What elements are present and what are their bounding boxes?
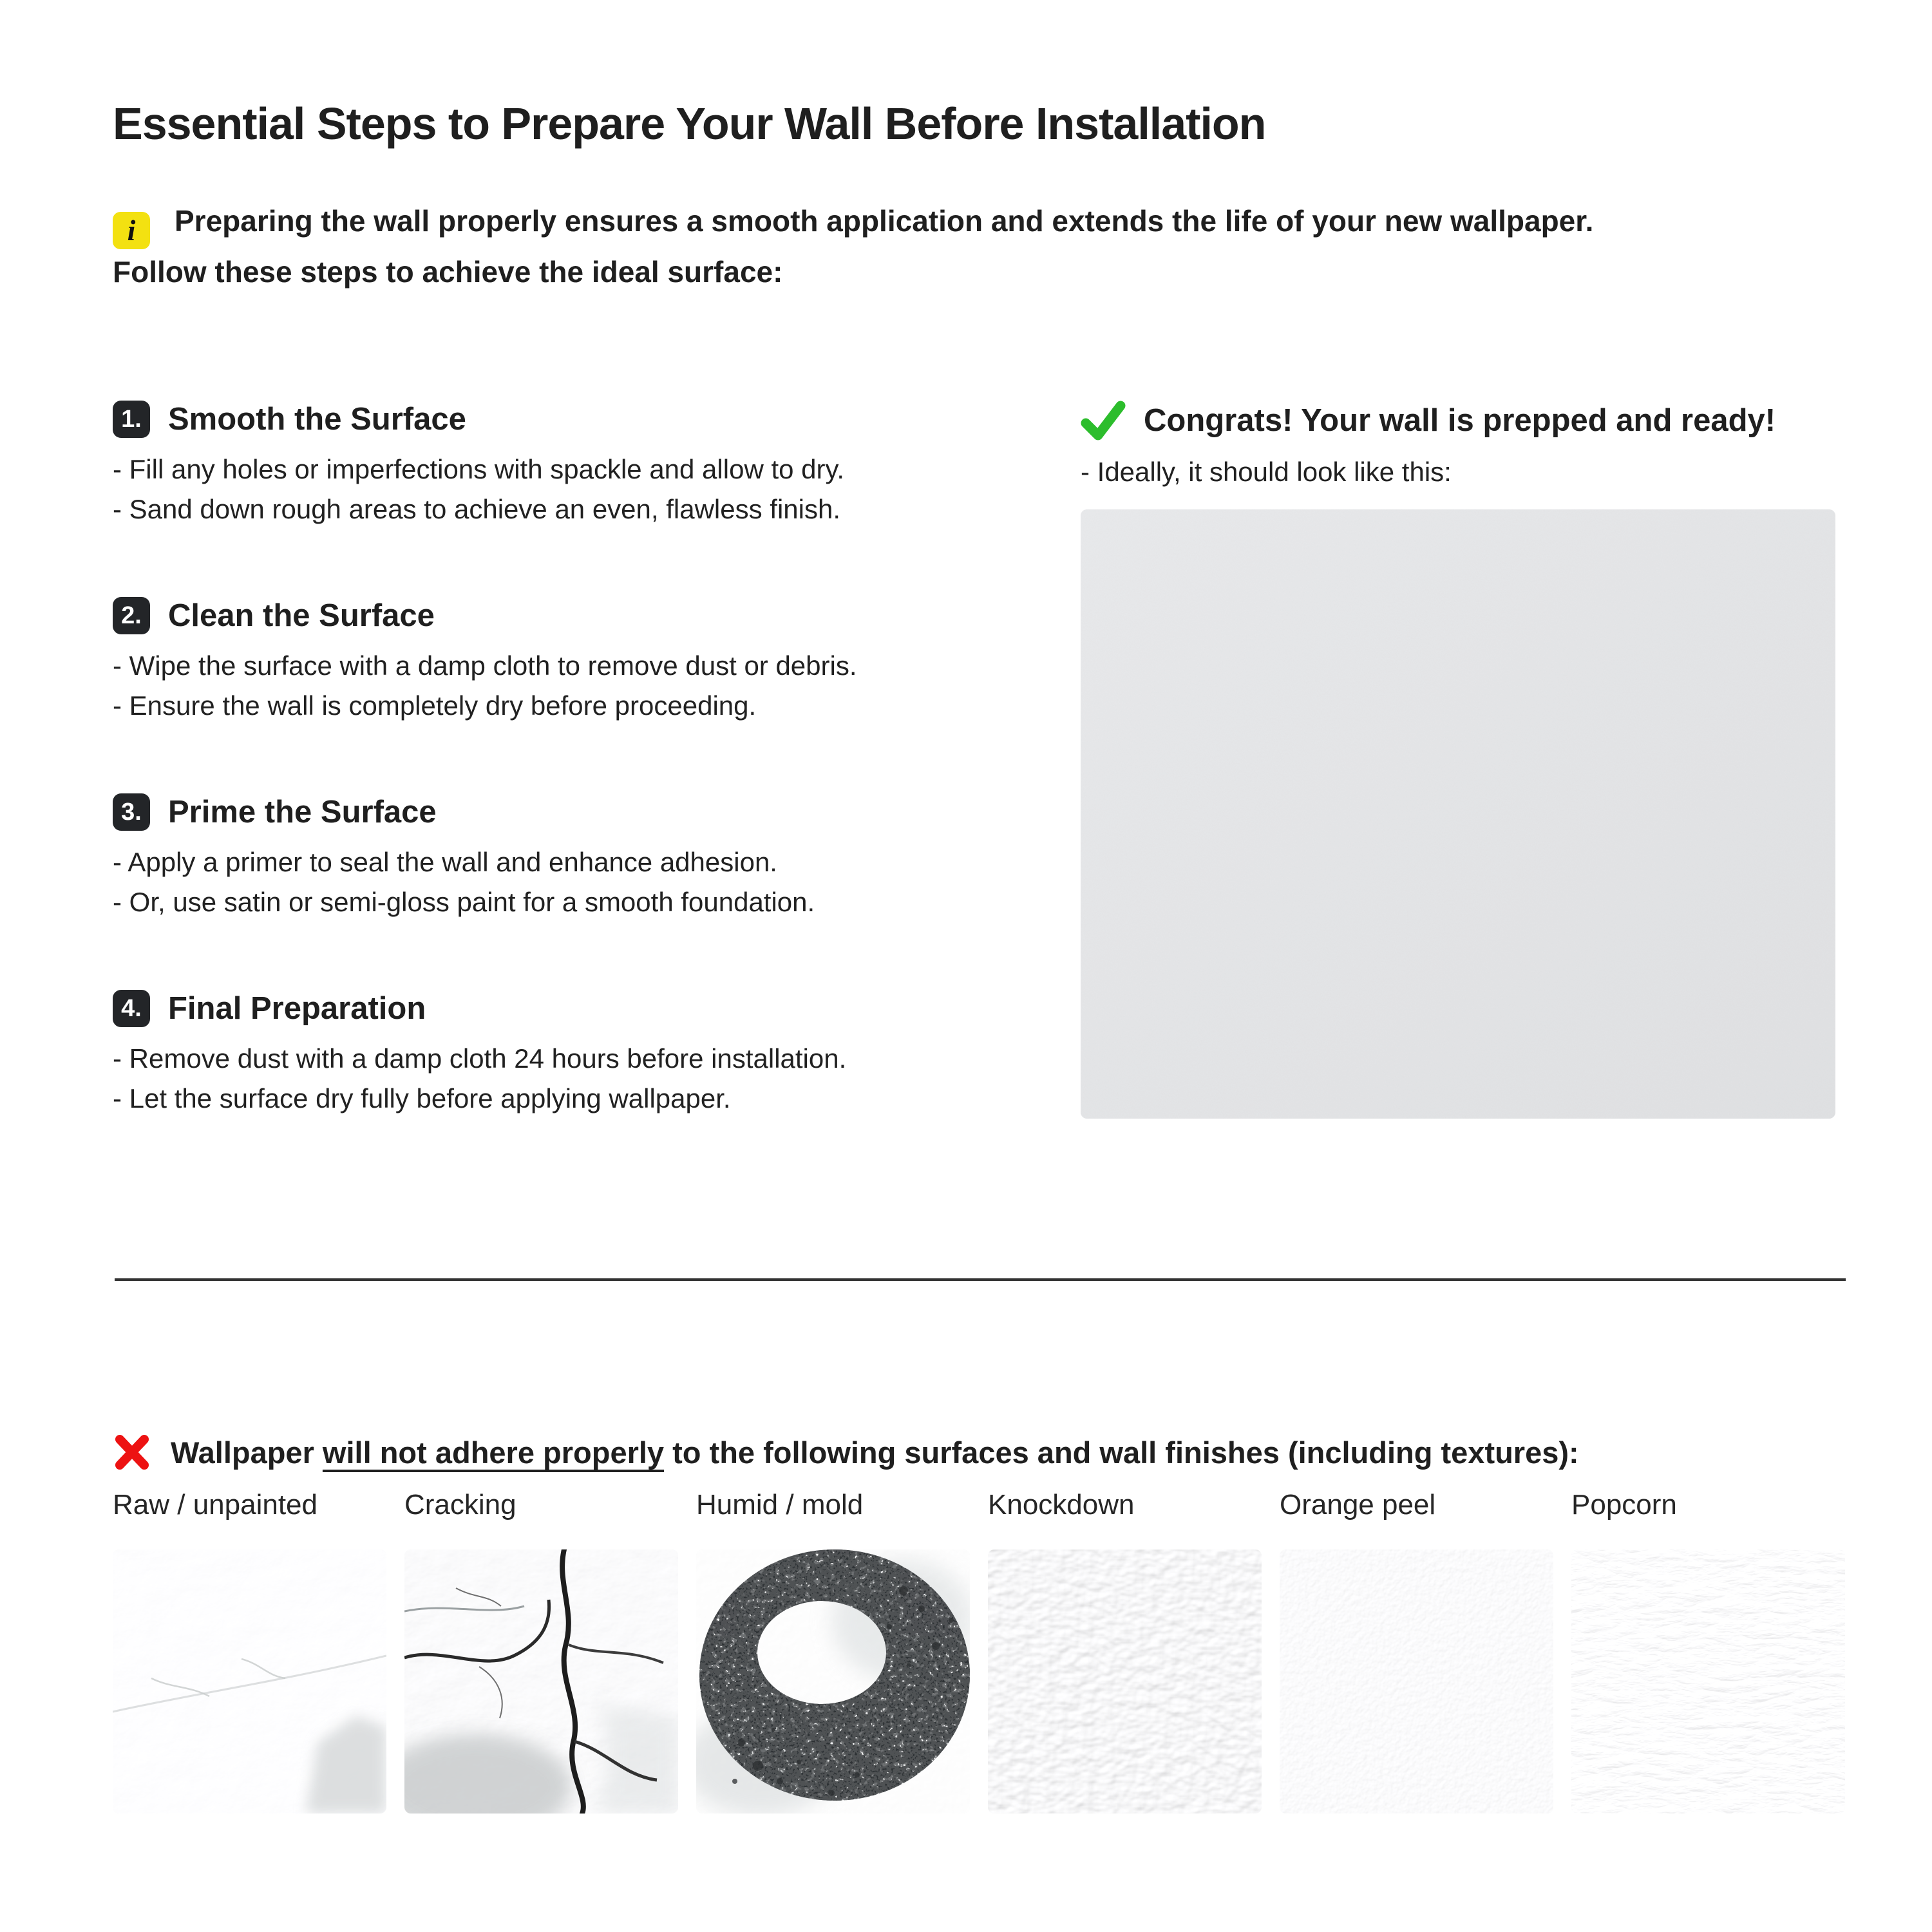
ideal-wall-image (1081, 509, 1835, 1119)
texture-image-orange-peel (1280, 1549, 1553, 1814)
info-icon: i (113, 212, 150, 249)
surface-label: Cracking (404, 1489, 516, 1520)
bullet-line: - Or, use satin or semi-gloss paint for a smooth foundation. (113, 887, 815, 917)
surface-label: Orange peel (1280, 1489, 1436, 1520)
bullet-line: - Wipe the surface with a damp cloth to remove dust or debris. (113, 650, 857, 681)
info-text-line1: Preparing the wall properly ensures a smooth application and extends the life of your new wallpaper. (175, 204, 1594, 238)
texture-image-popcorn (1571, 1549, 1845, 1814)
surface-card-orange-peel (1280, 1486, 1553, 1814)
warning-suffix: to the following surfaces and wall finishes (including textures): (664, 1435, 1579, 1470)
cross-icon (113, 1434, 151, 1471)
bullet-line: - Apply a primer to seal the wall and enhance adhesion. (113, 847, 777, 877)
result-bullet: - Ideally, it should look like this: (1081, 457, 1452, 487)
warning-prefix: Wallpaper (171, 1435, 323, 1470)
step-title: Prime the Surface (168, 795, 437, 829)
result-panel (1081, 401, 1853, 1119)
step-header (113, 401, 1066, 438)
texture-image-cracking (404, 1549, 678, 1814)
step-bullets (113, 1039, 1066, 1119)
surfaces-grid (113, 1486, 1845, 1814)
surface-card-humid-mold (696, 1486, 970, 1814)
surface-card-popcorn (1571, 1486, 1845, 1814)
result-title: Congrats! Your wall is prepped and ready! (1144, 403, 1776, 438)
step-number-badge: 1. (113, 401, 150, 438)
info-text-line2: Follow these steps to achieve the ideal surface: (113, 254, 783, 289)
step-bullets (113, 842, 1066, 922)
step-bullets (113, 646, 1066, 726)
step-number-badge: 2. (113, 597, 150, 634)
texture-image-humid-mold (696, 1549, 970, 1814)
step-header (113, 793, 1066, 831)
texture-image-raw-unpainted (113, 1549, 386, 1814)
step-number-badge: 4. (113, 990, 150, 1027)
step-item-1 (113, 401, 1066, 529)
bullet-line: - Remove dust with a damp cloth 24 hours before installation. (113, 1043, 847, 1074)
steps-list (113, 401, 1066, 1119)
warning-text (171, 1435, 1579, 1470)
step-title: Final Preparation (168, 991, 426, 1026)
check-icon (1081, 401, 1126, 440)
warning-underlined: will not adhere properly (322, 1435, 665, 1470)
bullet-line: - Let the surface dry fully before applying wallpaper. (113, 1083, 731, 1113)
surface-label: Raw / unpainted (113, 1489, 317, 1520)
page-title: Essential Steps to Prepare Your Wall Before Installation (113, 99, 1266, 149)
section-divider (115, 1278, 1846, 1281)
surface-card-raw-unpainted (113, 1486, 386, 1814)
bullet-line: - Ensure the wall is completely dry before proceeding. (113, 690, 757, 721)
step-number-badge: 3. (113, 793, 150, 831)
step-header (113, 990, 1066, 1027)
bullet-line: - Sand down rough areas to achieve an even, flawless finish. (113, 494, 841, 524)
surface-label: Popcorn (1571, 1489, 1677, 1520)
bullet-line: - Fill any holes or imperfections with spackle and allow to dry. (113, 454, 845, 484)
step-item-3 (113, 793, 1066, 922)
info-note (113, 198, 1903, 295)
step-title: Smooth the Surface (168, 402, 466, 437)
result-header (1081, 401, 1853, 440)
surface-label: Knockdown (988, 1489, 1135, 1520)
step-item-2 (113, 597, 1066, 726)
step-title: Clean the Surface (168, 598, 435, 633)
step-bullets (113, 450, 1066, 529)
texture-image-knockdown (988, 1549, 1262, 1814)
step-item-4 (113, 990, 1066, 1119)
surface-label: Humid / mold (696, 1489, 864, 1520)
step-header (113, 597, 1066, 634)
warning-note (113, 1434, 1579, 1471)
surface-card-cracking (404, 1486, 678, 1814)
surface-card-knockdown (988, 1486, 1262, 1814)
